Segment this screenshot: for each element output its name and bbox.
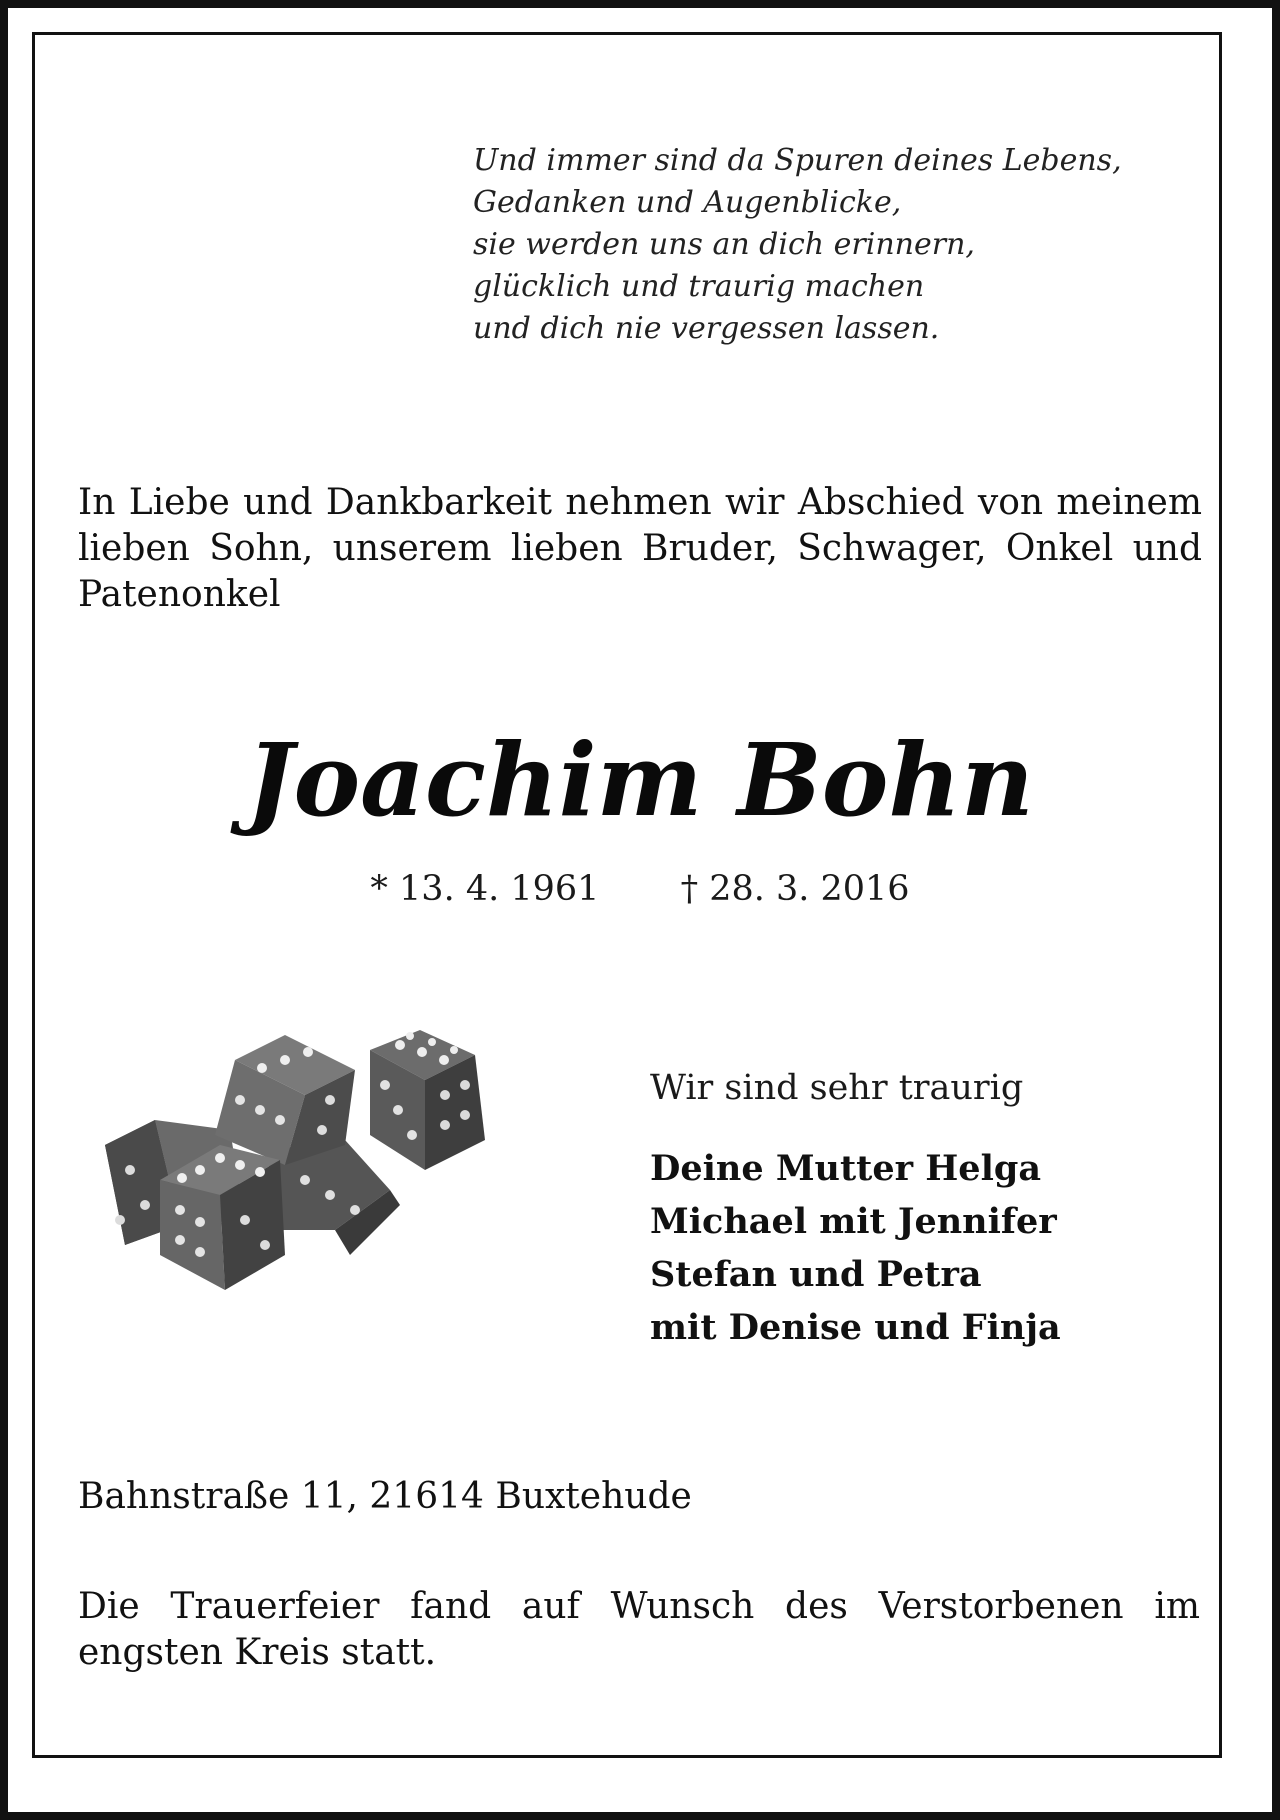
death-date: † 28. 3. 2016 (680, 869, 910, 909)
funeral-note: Die Trauerfeier fand auf Wunsch des Verstorbenen im engsten Kreis statt. (78, 1586, 1200, 1673)
farewell-intro: In Liebe und Dankbarkeit nehmen wir Abschied von meinem lieben Sohn, unserem lieben Bruder, Schwager, Onkel und Patenonkel (78, 482, 1202, 615)
poem-line: Und immer sind da Spuren deines Lebens, (473, 143, 1122, 178)
poem-line: glücklich und traurig machen (473, 269, 925, 304)
die-right (370, 1030, 485, 1170)
life-dates (0, 866, 1280, 912)
dice-icon (100, 1030, 520, 1300)
die-top-middle (215, 1035, 355, 1165)
mourners-block (650, 1064, 1210, 1354)
poem-verse (473, 140, 1233, 350)
mourners-intro: Wir sind sehr traurig (650, 1068, 1024, 1108)
mourner-name: Michael mit Jennifer (650, 1201, 1057, 1242)
birth-date: * 13. 4. 1961 (370, 869, 600, 909)
deceased-name: Joachim Bohn (246, 721, 1034, 839)
poem-line: sie werden uns an dich erinnern, (473, 227, 975, 262)
poem-line: und dich nie vergessen lassen. (473, 311, 940, 346)
mourner-name: mit Denise und Finja (650, 1307, 1061, 1348)
poem-line: Gedanken und Augenblicke, (473, 185, 902, 220)
mourner-name: Stefan und Petra (650, 1254, 982, 1295)
family-address: Bahnstraße 11, 21614 Buxtehude (78, 1476, 692, 1517)
mourner-name: Deine Mutter Helga (650, 1148, 1042, 1189)
